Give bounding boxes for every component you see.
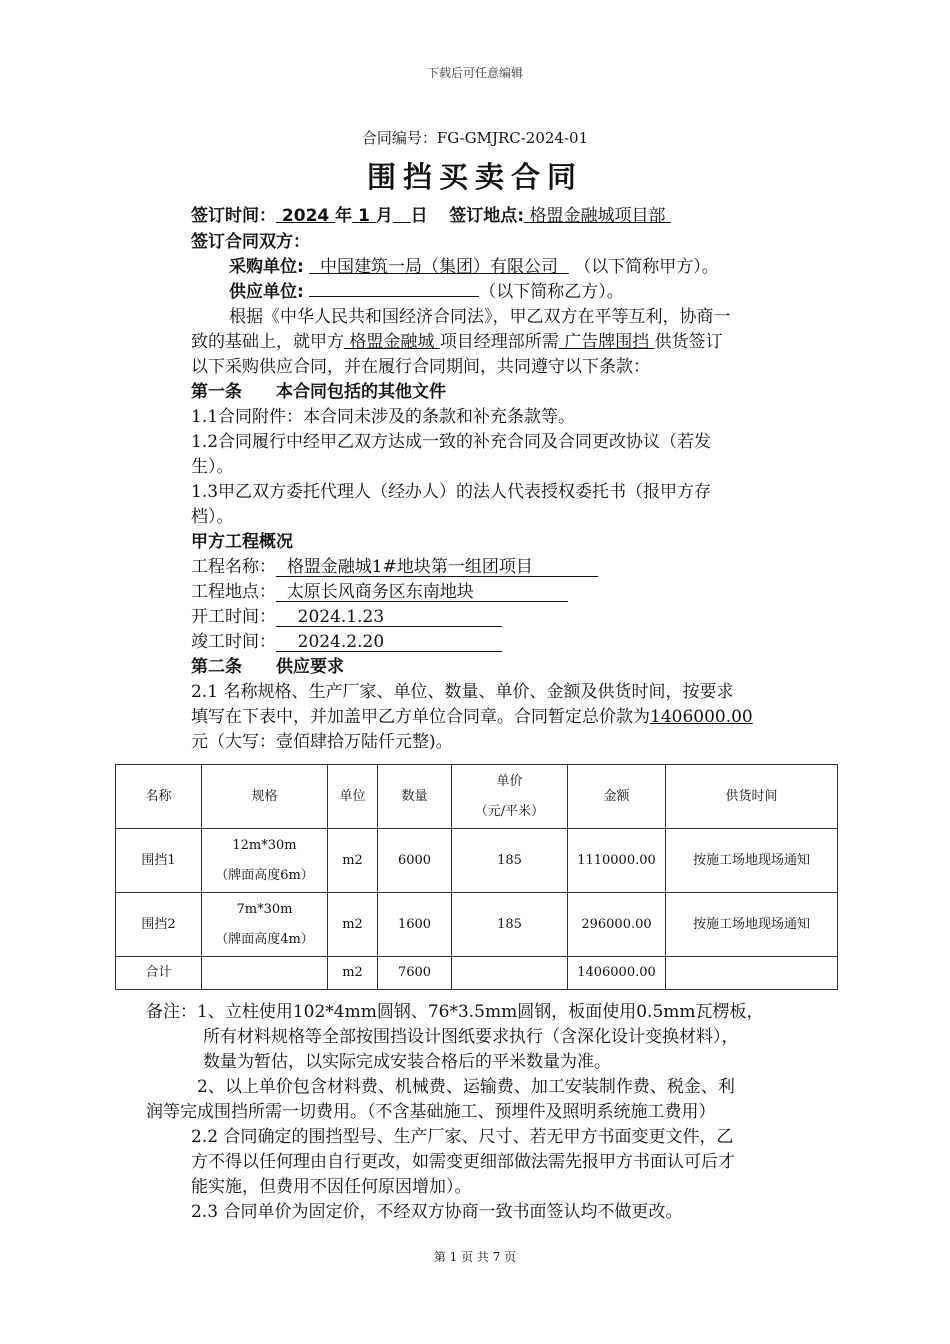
row-amount: 296000.00 <box>568 893 666 957</box>
article1-heading: 第一条 本合同包括的其他文件 <box>191 382 446 402</box>
intro-line-1: 根据《中华人民共和国经济合同法》，甲乙双方在平等互利，协商一 <box>229 307 731 327</box>
row-name: 围挡1 <box>116 829 202 893</box>
project-site: 太原长风商务区东南地块 <box>276 583 568 602</box>
project-name-line: 工程名称： 格盟金融城1#地块第一组团项目 <box>191 552 598 577</box>
start-date-line: 开工时间： 2024.1.23 <box>191 602 502 627</box>
row-qty: 6000 <box>378 829 452 893</box>
parties-heading: 签订合同双方： <box>191 232 310 252</box>
document-title: 围挡买卖合同 <box>366 160 583 194</box>
total-price: 1406000.00 <box>650 707 753 727</box>
sign-place-label: 签订地点: <box>449 206 525 226</box>
page-footer: 第 1 页 共 7 页 <box>433 1250 517 1264</box>
sign-month: 1 <box>358 206 370 226</box>
total-name: 合计 <box>116 957 202 990</box>
sign-day-unit: 日 <box>410 206 428 226</box>
buyer-label: 采购单位: <box>229 257 304 277</box>
clause-2-2-a: 2.2 合同确定的围挡型号、生产厂家、尺寸、若无甲方书面变更文件，乙 <box>191 1127 734 1147</box>
contract-number: 合同编号：FG-GMJRC-2024-01 <box>361 129 589 147</box>
table-row <box>116 893 838 957</box>
row-spec: 12m*30m （牌面高度6m） <box>202 829 328 893</box>
clause-2-2-c: 能实施，但费用不因任何原因增加）。 <box>191 1177 472 1197</box>
row-amount: 1110000.00 <box>568 829 666 893</box>
header-unit: 单位 <box>328 765 378 829</box>
note-1-b: 所有材料规格等全部按围挡设计图纸要求执行（含深化设计变换材料）， <box>203 1027 739 1047</box>
total-unit: m2 <box>328 957 378 990</box>
note-2-a: 2、以上单价包含材料费、机械费、运输费、加工安装制作费、税金、利 <box>197 1077 735 1097</box>
total-price-cell <box>452 957 568 990</box>
note-1-a: 备注：1、立柱使用102*4mm圆钢、76*3.5mm圆钢，板面使用0.5mm瓦楞板， <box>146 1002 764 1022</box>
row-price: 185 <box>452 829 568 893</box>
clause-2-2-b: 方不得以任何理由自行更改，如需变更细部做法需先报甲方书面认可后才 <box>191 1152 735 1172</box>
intro-line-3: 以下采购供应合同，并在履行合同期间，共同遵守以下条款： <box>191 357 650 377</box>
intro-product: 广告牌围挡 <box>564 332 650 352</box>
clause-2-1-a: 2.1 名称规格、生产厂家、单位、数量、单价、金额及供货时间，按要求 <box>191 682 734 702</box>
project-name: 格盟金融城1#地块第一组团项目 <box>276 558 598 577</box>
clause-2-1-b: 填写在下表中，并加盖甲乙方单位合同章。合同暂定总价款为1406000.00 <box>191 707 753 727</box>
note-2-b: 润等完成围挡所需一切费用。（不含基础施工、预埋件及照明系统施工费用） <box>146 1102 716 1122</box>
row-delivery: 按施工场地现场通知 <box>666 893 838 957</box>
total-delivery <box>666 957 838 990</box>
intro-line-2: 致的基础上，就甲方 格盟金融城 项目经理部所需 广告牌围挡 供货签订 <box>191 332 723 352</box>
article2-heading: 第二条 供应要求 <box>191 657 344 677</box>
buyer-abbrev: （以下简称甲方）。 <box>574 257 719 277</box>
end-date-line: 竣工时间： 2024.2.20 <box>191 627 502 652</box>
sign-time-label: 签订时间： <box>191 206 276 226</box>
table-row <box>116 829 838 893</box>
row-delivery: 按施工场地现场通知 <box>666 829 838 893</box>
overview-heading: 甲方工程概况 <box>191 532 293 552</box>
sign-line <box>191 201 671 226</box>
header-qty: 数量 <box>378 765 452 829</box>
end-date: 2024.2.20 <box>276 633 502 652</box>
header-name: 名称 <box>116 765 202 829</box>
note-1-c: 数量为暂估，以实际完成安装合格后的平米数量为准。 <box>203 1052 611 1072</box>
header-delivery: 供货时间 <box>666 765 838 829</box>
clause-2-3: 2.3 合同单价为固定价，不经双方协商一致书面签认均不做更改。 <box>191 1202 683 1222</box>
sign-place: 格盟金融城项目部 <box>529 206 666 226</box>
clause-1-2-b: 生）。 <box>191 457 234 477</box>
intro-project: 格盟金融城 <box>349 332 435 352</box>
project-site-line: 工程地点： 太原长风商务区东南地块 <box>191 577 568 602</box>
header-amount: 金额 <box>568 765 666 829</box>
clause-1-2-a: 1.2合同履行中经甲乙双方达成一致的补充合同及合同更改协议（若发 <box>191 432 712 452</box>
row-unit: m2 <box>328 893 378 957</box>
table-total-row <box>116 957 838 990</box>
clause-1-3-a: 1.3甲乙双方委托代理人（经办人）的法人代表授权委托书（报甲方存 <box>191 482 712 502</box>
sign-year: 2024 <box>281 206 330 226</box>
total-spec <box>202 957 328 990</box>
header-note: 下载后可任意编辑 <box>426 66 523 80</box>
row-unit: m2 <box>328 829 378 893</box>
clause-2-1-c: 元（大写：壹佰肆拾万陆仟元整)。 <box>191 732 453 752</box>
header-price: 单价 （元/平米） <box>452 765 568 829</box>
goods-table <box>115 764 838 990</box>
start-date: 2024.1.23 <box>276 608 502 627</box>
supplier-name <box>309 296 479 297</box>
row-price: 185 <box>452 893 568 957</box>
clause-1-3-b: 档）。 <box>191 507 234 527</box>
supplier-abbrev: （以下简称乙方）。 <box>479 282 624 302</box>
sign-day-blank <box>393 206 411 226</box>
row-spec: 7m*30m （牌面高度4m） <box>202 893 328 957</box>
supplier-label: 供应单位: <box>229 282 304 302</box>
supplier-line <box>229 277 624 302</box>
clause-1-1: 1.1合同附件：本合同未涉及的条款和补充条款等。 <box>191 407 576 427</box>
table-header-row <box>116 765 838 829</box>
header-spec: 规格 <box>202 765 328 829</box>
sign-month-unit: 月 <box>375 206 393 226</box>
total-qty: 7600 <box>378 957 452 990</box>
total-amount: 1406000.00 <box>568 957 666 990</box>
buyer-name: 中国建筑一局（集团）有限公司 <box>320 257 559 277</box>
sign-year-unit: 年 <box>335 206 353 226</box>
row-name: 围挡2 <box>116 893 202 957</box>
row-qty: 1600 <box>378 893 452 957</box>
buyer-line <box>229 252 719 277</box>
